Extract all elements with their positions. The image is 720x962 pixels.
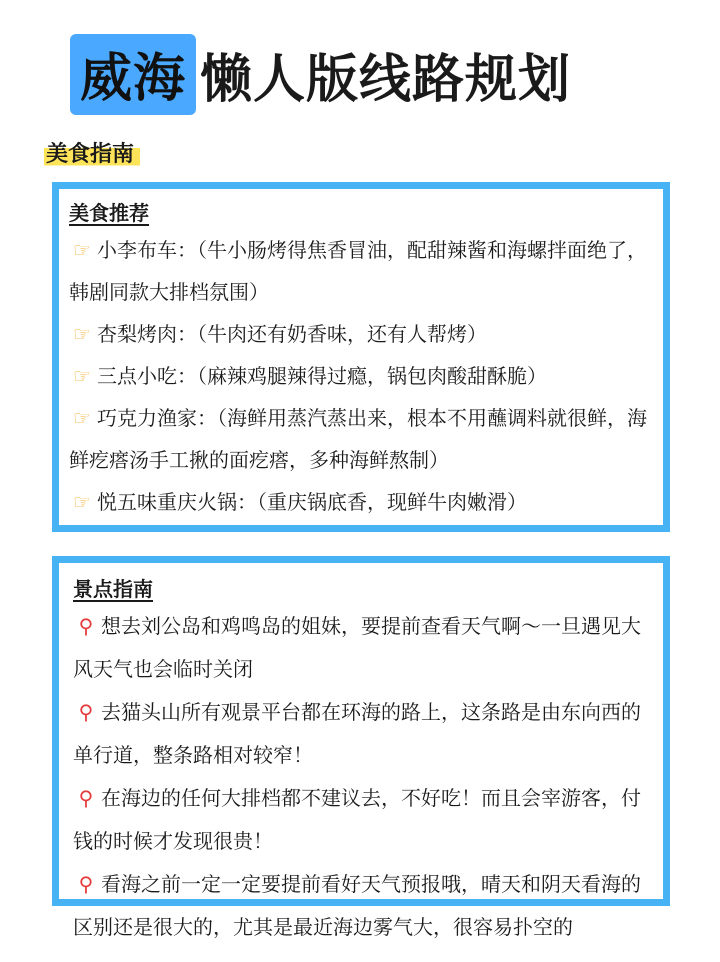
pointing-hand-icon: ☞	[73, 490, 91, 514]
pointing-hand-icon: ☞	[73, 364, 91, 388]
pushpin-icon: ⚲	[78, 614, 94, 638]
list-item	[73, 691, 651, 777]
list-item-text: 悦五味重庆火锅：（重庆锅底香，现鲜牛肉嫩滑）	[97, 490, 527, 514]
pointing-hand-icon: ☞	[73, 238, 91, 262]
list-item	[73, 605, 651, 691]
pushpin-icon: ⚲	[78, 872, 94, 896]
list-item	[69, 481, 653, 523]
sights-card-heading: 景点指南	[73, 577, 153, 601]
food-card-heading: 美食推荐	[69, 201, 149, 225]
section-label: 美食指南	[44, 137, 140, 168]
sights-card	[52, 556, 670, 939]
list-item-text: 巧克力渔家：（海鲜用蒸汽蒸出来，根本不用蘸调料就很鲜，海鲜疙瘩汤手工揪的面疙瘩，多种海鲜熬制）	[69, 406, 647, 472]
list-item	[73, 777, 651, 863]
pushpin-icon: ⚲	[78, 700, 94, 724]
list-item-text: 小李布车：（牛小肠烤得焦香冒油，配甜辣酱和海螺拌面绝了，韩剧同款大排档氛围）	[69, 238, 647, 304]
list-item	[69, 229, 653, 313]
list-item-text: 去猫头山所有观景平台都在环海的路上，这条路是由东向西的单行道，整条路相对较窄！	[73, 700, 641, 767]
list-item	[69, 355, 653, 397]
list-item-text: 三点小吃：（麻辣鸡腿辣得过瘾，锅包肉酸甜酥脆）	[97, 364, 547, 388]
list-item-text: 想去刘公岛和鸡鸣岛的姐妹，要提前查看天气啊～一旦遇见大风天气也会临时关闭	[73, 614, 641, 681]
food-card	[52, 182, 670, 532]
pointing-hand-icon: ☞	[73, 322, 91, 346]
page-title	[70, 34, 571, 114]
pointing-hand-icon: ☞	[73, 406, 91, 430]
list-item	[73, 863, 651, 949]
pushpin-icon: ⚲	[78, 786, 94, 810]
list-item-text: 杏梨烤肉：（牛肉还有奶香味，还有人帮烤）	[97, 322, 487, 346]
list-item-text: 看海之前一定一定要提前看好天气预报哦，晴天和阴天看海的区别还是很大的，尤其是最近海边雾气大，很容易扑空的	[73, 872, 641, 939]
title-rest: 懒人版线路规划	[200, 49, 572, 110]
title-highlight: 威海	[70, 34, 196, 115]
list-item	[69, 397, 653, 481]
list-item-text: 在海边的任何大排档都不建议去，不好吃！而且会宰游客，付钱的时候才发现很贵！	[73, 786, 641, 853]
list-item	[69, 313, 653, 355]
